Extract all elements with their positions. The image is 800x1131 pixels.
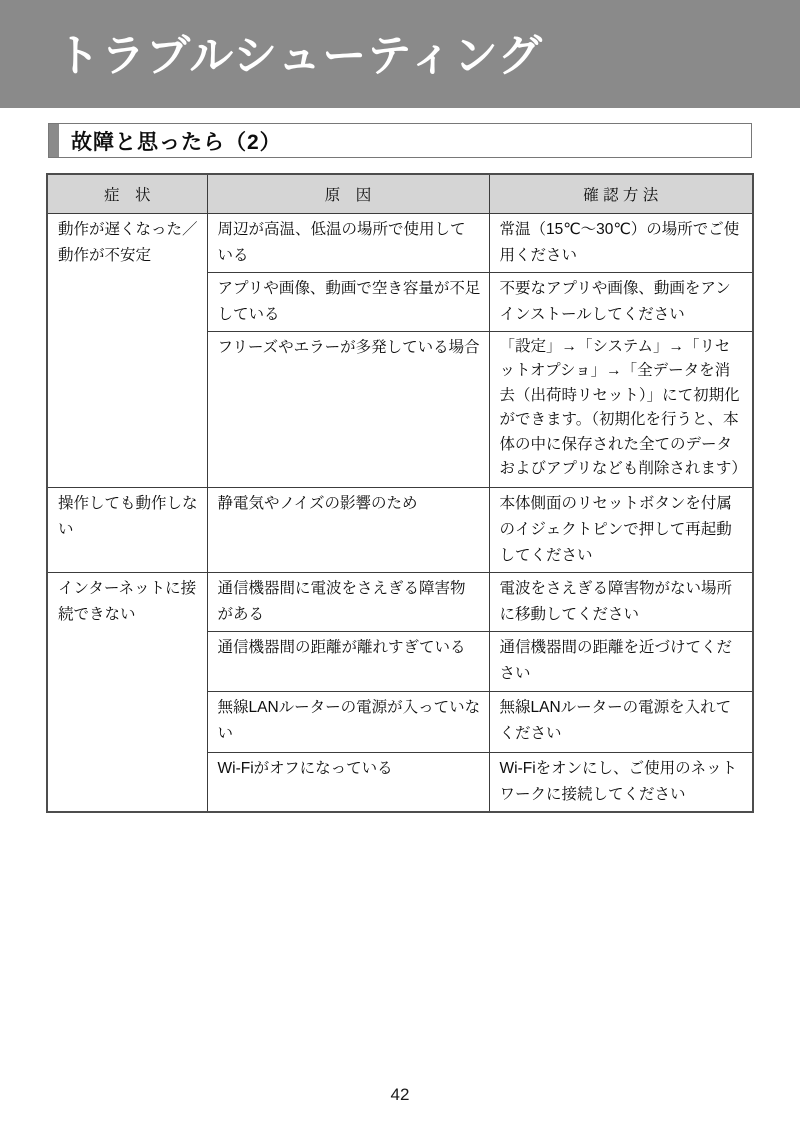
section-title: 故障と思ったら（2） [71, 130, 282, 154]
col-header-check: 確 認 方 法 [489, 174, 753, 213]
symptom-cell: 操作しても動作しない [47, 487, 207, 572]
check-cell: 電波をさえぎる障害物がない場所に移動してください [489, 572, 753, 631]
table-row [47, 572, 753, 631]
check-cell: 無線LANルーターの電源を入れてください [489, 691, 753, 752]
check-cell: 通信機器間の距離を近づけてください [489, 631, 753, 691]
cause-cell: 通信機器間に電波をさえぎる障害物がある [207, 572, 489, 631]
section-header [48, 123, 752, 158]
page-banner [0, 0, 800, 108]
section-accent-bar [49, 124, 59, 157]
col-header-symptom: 症 状 [47, 174, 207, 213]
check-cell: Wi-Fiをオンにし、ご使用のネットワークに接続してください [489, 752, 753, 812]
page-number: 42 [390, 1085, 410, 1104]
cause-cell: 無線LANルーターの電源が入っていない [207, 691, 489, 752]
cause-cell: アプリや画像、動画で空き容量が不足している [207, 272, 489, 331]
cause-cell: 周辺が高温、低温の場所で使用している [207, 213, 489, 272]
symptom-cell: 動作が遅くなった／動作が不安定 [47, 213, 207, 487]
table-row [47, 213, 753, 272]
table-row [47, 487, 753, 572]
check-cell: 本体側面のリセットボタンを付属のイジェクトピンで押して再起動してください [489, 487, 753, 572]
cause-cell: 静電気やノイズの影響のため [207, 487, 489, 572]
check-cell: 「設定」→「システム」→「リセットオプショ」→「全データを消去（出荷時リセット）」にて初期化ができます。（初期化を行うと、本体の中に保存された全てのデータおよびアプリなども削除されます） [489, 331, 753, 487]
cause-cell: Wi-Fiがオフになっている [207, 752, 489, 812]
banner-title: トラブルシューティング [56, 31, 543, 81]
cause-cell: 通信機器間の距離が離れすぎている [207, 631, 489, 691]
symptom-cell: インターネットに接続できない [47, 572, 207, 812]
check-cell: 常温（15℃～30℃）の場所でご使用ください [489, 213, 753, 272]
col-header-cause: 原 因 [207, 174, 489, 213]
table-header-row [47, 174, 753, 213]
cause-cell: フリーズやエラーが多発している場合 [207, 331, 489, 487]
troubleshooting-table [46, 173, 754, 813]
check-cell: 不要なアプリや画像、動画をアンインストールしてください [489, 272, 753, 331]
